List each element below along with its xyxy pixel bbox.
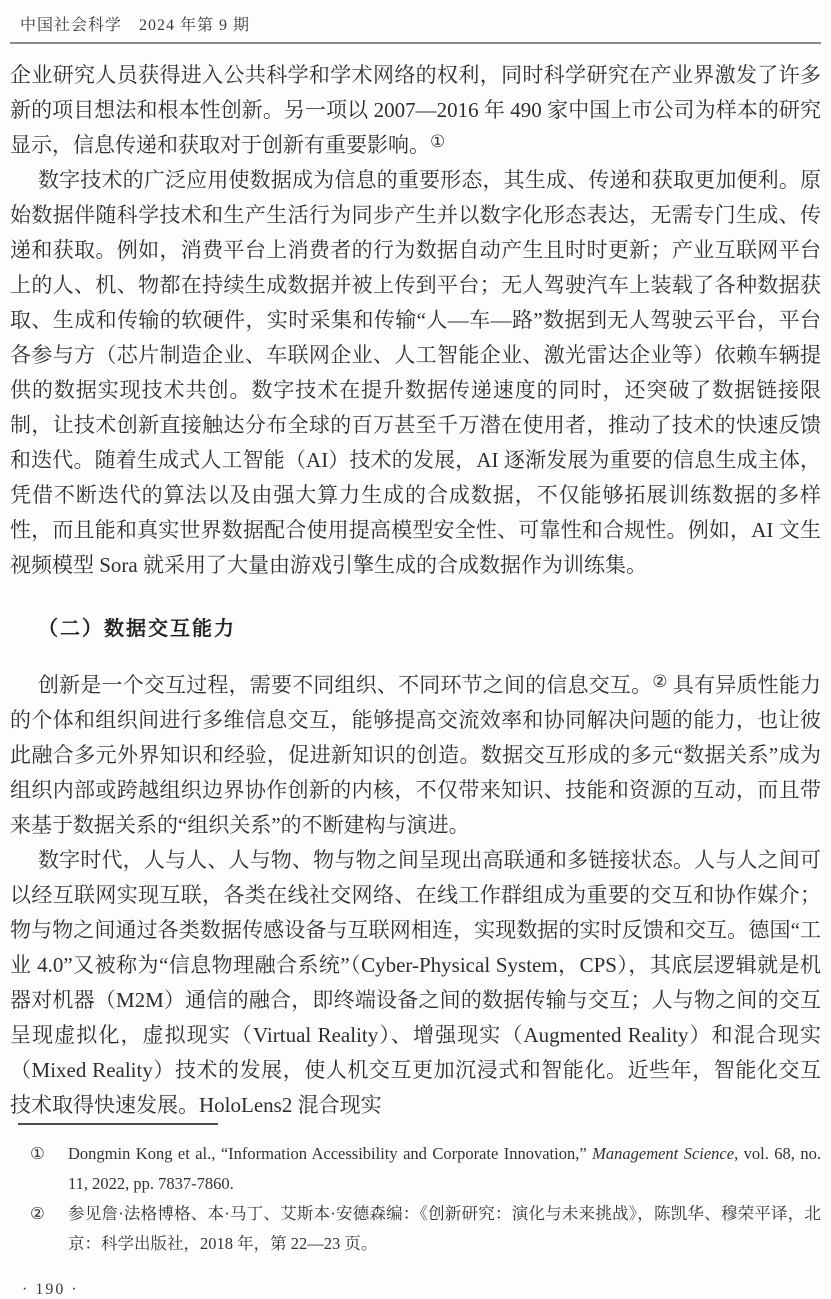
paragraph-2-text: 数字技术的广泛应用使数据成为信息的重要形态，其生成、传递和获取更加便利。原始数据伴随科学技术和生产生活行为同步产生并以数字化形态表达，无需专门生成、传递和获取。例如，消费平台上消费者的行为数据自动产生且时时更新；产业互联网平台上的人、机、物都在持续生成数据并被上传到平台；无人驾驶汽车上装载了各种数据获取、生成和传输的软硬件，实时采集和传输“人—车—路”数据到无人驾驶云平台，平台各参与方（芯片制造企业、车联网企业、人工智能企业、激光雷达企业等）依赖车辆提供的数据实现技术共创。数字技术在提升数据传递速度的同时，还突破了数据链接限制，让技术创新直接触达分布全球的百万甚至千万潜在使用者，推动了技术的快速反馈和迭代。随着生成式人工智能（AI）技术的发展，AI 逐渐发展为重要的信息生成主体，凭借不断迭代的算法以及由强大算力生成的合成数据，不仅能够拓展训练数据的多样性，而且能和真实世界数据配合使用提高模型安全性、可靠性和合规性。例如，AI 文生视频模型 Sora 就采用了大量由游戏引擎生成的合成数据作为训练集。 [10, 168, 821, 577]
paragraph-3 [10, 668, 821, 843]
section-heading: （二）数据交互能力 [38, 618, 236, 640]
paragraph-4-text: 数字时代，人与人、人与物、物与物之间呈现出高联通和多链接状态。人与人之间可以经互联网实现互联，各类在线社交网络、在线工作群组成为重要的交互和协作媒介；物与物之间通过各类数据传感设备与互联网相连，实现数据的实时反馈和交互。德国“工业 4.0”又被称为“信息物理融合系统”（Cyber-Physical System，CPS），其底层逻辑就是机器对机器（M2M）通信的融合，即终端设备之间的数据传输与交互；人与物之间的交互呈现虚拟化，虚拟现实（Virtual Reality）、增强现实（Augmented Reality）和混合现实（Mixed Reality）技术的发展，使人机交互更加沉浸式和智能化。近些年，智能化交互技术取得快速发展。HoloLens2 混合现实 [10, 848, 821, 1117]
footnote-1-marker: ① [30, 1144, 45, 1163]
footnote-2 [10, 1199, 821, 1259]
footnote-2-marker: ② [30, 1204, 45, 1223]
paragraph-1-text: 企业研究人员获得进入公共科学和学术网络的权利，同时科学研究在产业界激发了许多新的项目想法和根本性创新。另一项以 2007—2016 年 490 家中国上市公司为样本的研究显示，信息传递和获取对于创新有重要影响。 [10, 63, 821, 157]
paragraph-4 [10, 843, 821, 1123]
header-rule [10, 42, 821, 44]
running-head: 中国社会科学 2024 年第 9 期 [20, 17, 251, 34]
article-body [10, 58, 821, 1123]
footnote-ref-2: ② [652, 672, 668, 691]
footnote-1-text-pre: Dongmin Kong et al., “Information Accessibility and Corporate Innovation,” [68, 1144, 593, 1163]
paragraph-2 [10, 163, 821, 583]
footnote-2-text: 参见詹·法格博格、本·马丁、艾斯本·安德森编：《创新研究：演化与未来挑战》，陈凯华、穆荣平译，北京：科学出版社，2018 年，第 22—23 页。 [68, 1204, 821, 1253]
footnote-ref-1: ① [430, 132, 446, 151]
paragraph-3-text-b: 具有异质性能力的个体和组织间进行多维信息交互，能够提高交流效率和协同解决问题的能力，也让彼此融合多元外界知识和经验，促进新知识的创造。数据交互形成的多元“数据关系”成为组织内部或跨越组织边界协作创新的内核，不仅带来知识、技能和资源的互动，而且带来基于数据关系的“组织关系”的不断建构与演进。 [10, 673, 822, 837]
footnote-1-text-post: , vol. 68, no. 11, 2022, pp. 7837-7860. [68, 1144, 821, 1193]
paragraph-3-text-a: 创新是一个交互过程，需要不同组织、不同环节之间的信息交互。 [38, 673, 653, 697]
paragraph-continuation [10, 58, 821, 163]
footnote-1 [10, 1139, 821, 1199]
footnote-area [10, 1123, 821, 1299]
page-number: · 190 · [22, 1281, 79, 1298]
footnote-separator [18, 1123, 218, 1125]
footnote-1-journal-title: Management Science [592, 1144, 735, 1163]
